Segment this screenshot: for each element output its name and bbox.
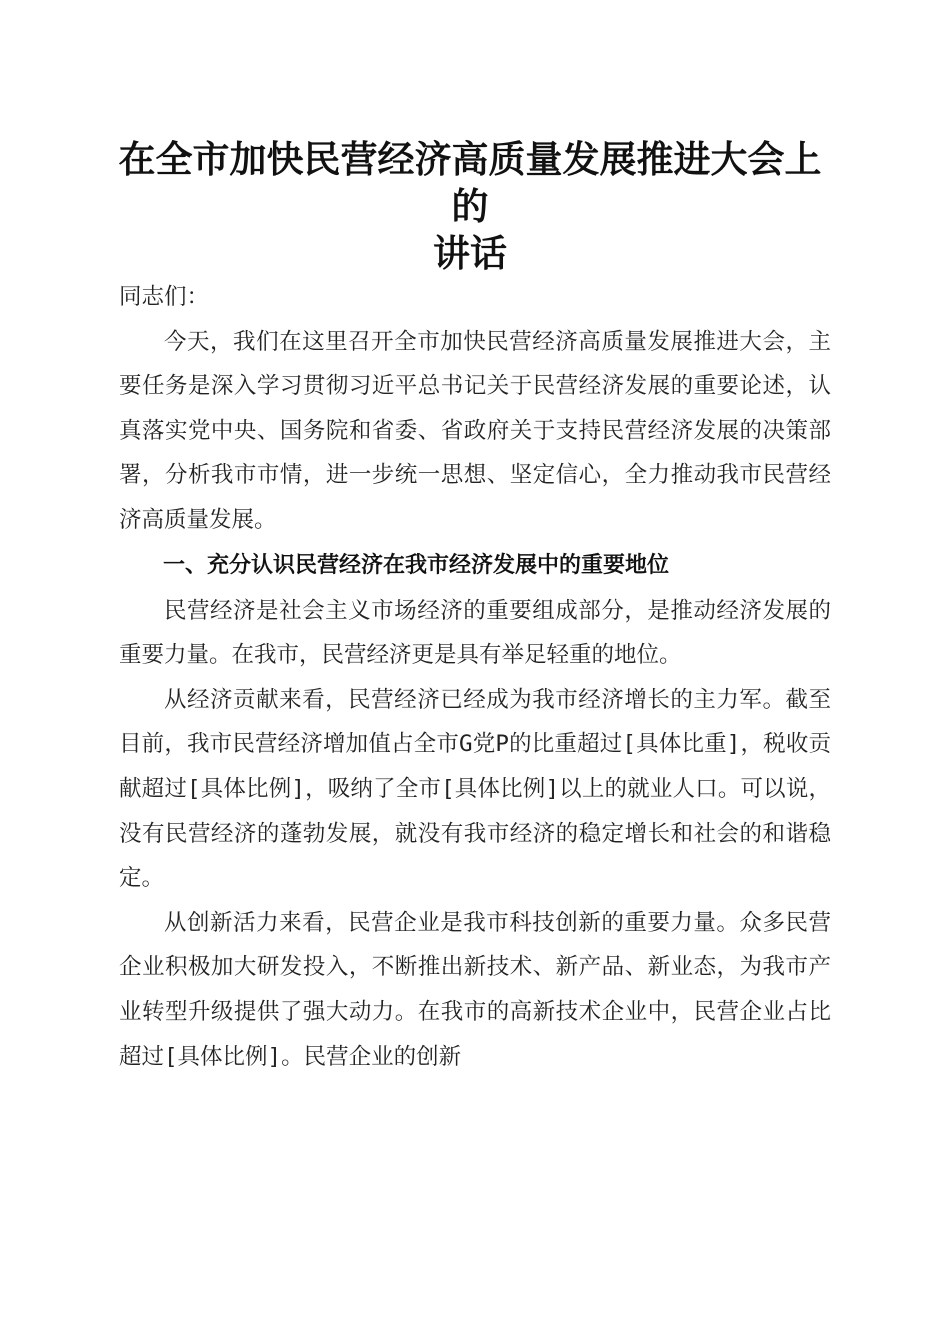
intro-paragraph: 今天，我们在这里召开全市加快民营经济高质量发展推进大会，主要任务是深入学习贯彻习近平总书记关于民营经济发展的重要论述，认真落实党中央、国务院和省委、省政府关于支持民营经济发展的决策部署，分析我市市情，进一步统一思想、坚定信心，全力推动我市民营经济高质量发展。 [119, 328, 831, 533]
title-line-2: 讲话 [433, 231, 507, 275]
title-line-1: 在全市加快民营经济高质量发展推进大会上的 [118, 137, 822, 228]
section1-paragraph-1: 民营经济是社会主义市场经济的重要组成部分，是推动经济发展的重要力量。在我市，民营经济更是具有举足轻重的地位。 [119, 597, 831, 669]
section1-paragraph-3: 从创新活力来看，民营企业是我市科技创新的重要力量。众多民营企业积极加大研发投入，不断推出新技术、新产品、新业态，为我市产业转型升级提供了强大动力。在我市的高新技术企业中，民营企业占比超过[具体比例]。民营企业的创新 [119, 909, 831, 1070]
section-heading-1: 一、充分认识民营经济在我市经济发展中的重要地位 [163, 552, 670, 578]
section1-paragraph-2: 从经济贡献来看，民营经济已经成为我市经济增长的主力军。截至目前，我市民营经济增加值占全市G党P的比重超过[具体比重]，税收贡献超过[具体比例]，吸纳了全市[具体比例]以上的就业人口。可以说，没有民营经济的蓬勃发展，就没有我市经济的稳定增长和社会的和谐稳定。 [119, 686, 831, 892]
salutation: 同志们： [119, 284, 210, 310]
document-body [119, 275, 831, 1079]
document-title [110, 136, 830, 277]
